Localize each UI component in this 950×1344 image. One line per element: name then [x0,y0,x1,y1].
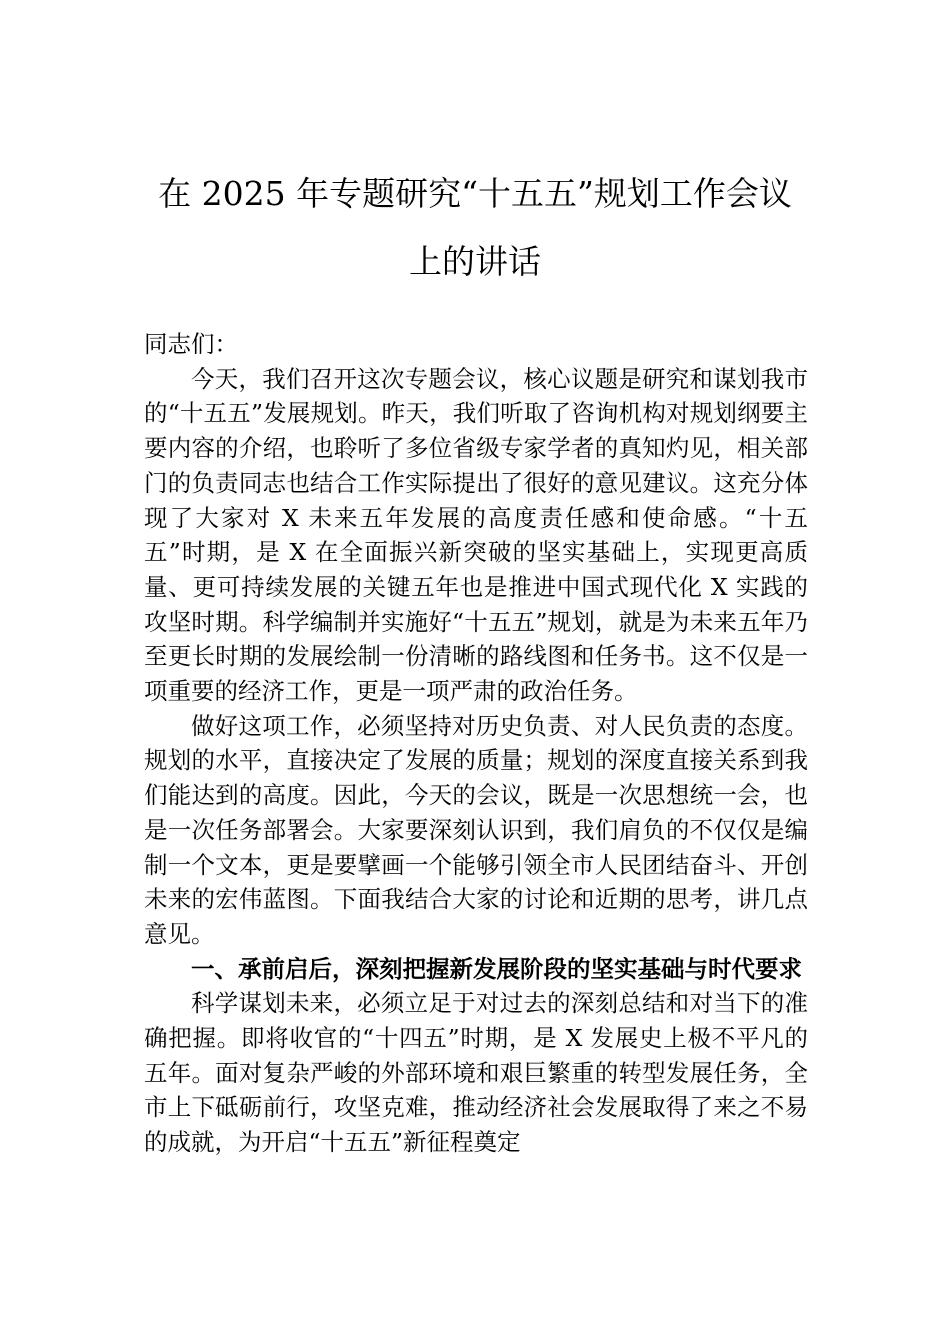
salutation: 同志们： [144,330,238,358]
paragraph-section-1: 科学谋划未来，必须立足于对过去的深刻总结和对当下的准确把握。即将收官的“十四五”时期，是 X 发展史上极不平凡的五年。面对复杂严峻的外部环境和艰巨繁重的转型发展任务，全市上下砥砺前行，攻坚克难，推动经济社会发展取得了来之不易的成就，为开启“十五五”新征程奠定 [144,989,808,1157]
paragraph-opening: 今天，我们召开这次专题会议，核心议题是研究和谋划我市的“十五五”发展规划。昨天，我们听取了咨询机构对规划纲要主要内容的介绍，也聆听了多位省级专家学者的真知灼见，相关部门的负责同志也结合工作实际提出了很好的意见建议。这充分体现了大家对 X 未来五年发展的高度责任感和使命感。“十五五”时期，是 X 在全面振兴新突破的坚实基础上，实现更高质量、更可持续发展的关键五年也是推进中国式现代化 X 实践的攻坚时期。科学编制并实施好“十五五”规划，就是为未来五年乃至更长时期的发展绘制一份清晰的路线图和任务书。这不仅是一项重要的经济工作，更是一项严肃的政治任务。 [144,364,808,706]
section-heading-1: 一、承前启后，深刻把握新发展阶段的坚实基础与时代要求 [191,954,802,983]
document-body [144,327,808,1160]
paragraph-attitude: 做好这项工作，必须坚持对历史负责、对人民负责的态度。规划的水平，直接决定了发展的质量；规划的深度直接关系到我们能达到的高度。因此，今天的会议，既是一次思想统一会，也是一次任务部署会。大家要深刻认识到，我们肩负的不仅仅是编制一个文本，更是要擘画一个能够引领全市人民团结奋斗、开创未来的宏伟蓝图。下面我结合大家的讨论和近期的思考，讲几点意见。 [144,711,808,948]
document-title [140,160,810,296]
title-line-2: 上的讲话 [409,242,541,281]
title-line-1: 在 2025 年专题研究“十五五”规划工作会议 [158,174,792,213]
